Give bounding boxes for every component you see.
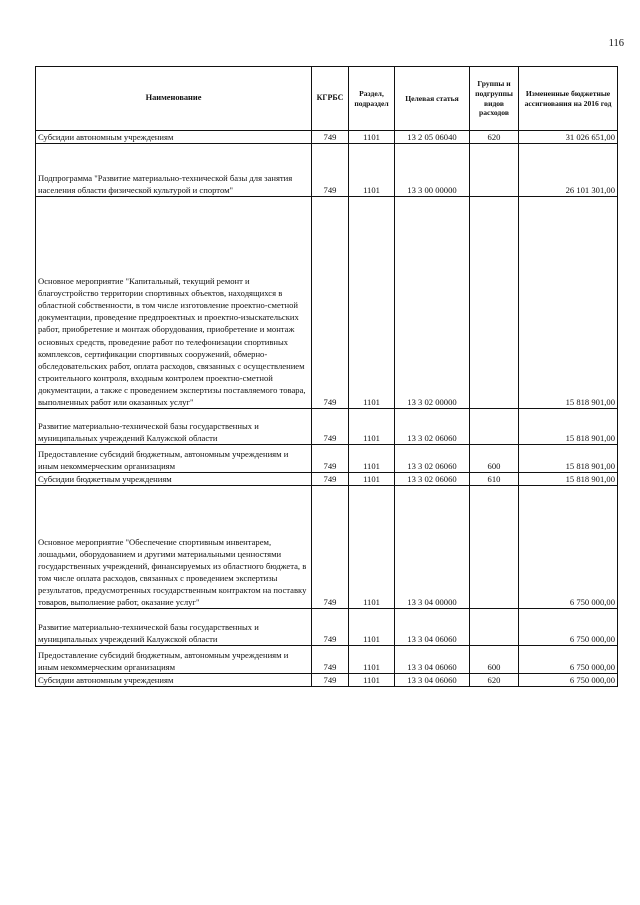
row-target: 13 3 02 00000 <box>395 197 470 409</box>
row-section: 1101 <box>349 409 395 445</box>
row-name: Субсидии автономным учреждениям <box>36 131 312 144</box>
row-group: 620 <box>470 131 519 144</box>
row-amount: 6 750 000,00 <box>519 486 618 609</box>
row-group: 600 <box>470 646 519 674</box>
row-group <box>470 609 519 646</box>
row-kgrbs: 749 <box>312 646 349 674</box>
header-target: Целевая статья <box>395 67 470 131</box>
row-section: 1101 <box>349 131 395 144</box>
row-kgrbs: 749 <box>312 486 349 609</box>
row-name: Развитие материально-технической базы государственных и муниципальных учреждений Калужской области <box>36 409 312 445</box>
header-kgrbs: КГРБС <box>312 67 349 131</box>
row-amount: 15 818 901,00 <box>519 473 618 486</box>
table-row <box>36 131 618 144</box>
row-amount: 26 101 301,00 <box>519 144 618 197</box>
row-target: 13 3 02 06060 <box>395 473 470 486</box>
table-row <box>36 144 618 197</box>
row-name: Основное мероприятие "Обеспечение спортивным инвентарем, лошадьми, оборудованием и другими материальными ценностями государственных учреждений, финансируемых из областного бюджета, в том числе оплата расходов, связанных с проведением экспертизы результатов, предусмотренных государственным контрактом на поставку товаров, выполнение работ, оказание услуг" <box>36 486 312 609</box>
row-group: 610 <box>470 473 519 486</box>
row-target: 13 3 02 06060 <box>395 409 470 445</box>
row-kgrbs: 749 <box>312 609 349 646</box>
row-target: 13 3 04 06060 <box>395 646 470 674</box>
header-groups: Группы и подгруппы видов расходов <box>470 67 519 131</box>
row-group: 620 <box>470 674 519 687</box>
row-target: 13 2 05 06040 <box>395 131 470 144</box>
table-row <box>36 197 618 409</box>
row-section: 1101 <box>349 473 395 486</box>
row-target: 13 3 02 06060 <box>395 445 470 473</box>
row-name: Развитие материально-технической базы государственных и муниципальных учреждений Калужской области <box>36 609 312 646</box>
row-name: Предоставление субсидий бюджетным, автономным учреждениям и иным некоммерческим организациям <box>36 445 312 473</box>
row-kgrbs: 749 <box>312 197 349 409</box>
row-name: Субсидии автономным учреждениям <box>36 674 312 687</box>
row-kgrbs: 749 <box>312 674 349 687</box>
row-target: 13 3 04 00000 <box>395 486 470 609</box>
row-section: 1101 <box>349 646 395 674</box>
row-kgrbs: 749 <box>312 409 349 445</box>
table-row <box>36 646 618 674</box>
table-row <box>36 486 618 609</box>
row-amount: 31 026 651,00 <box>519 131 618 144</box>
row-group <box>470 409 519 445</box>
header-amount: Измененные бюджетные ассигнования на 2016 год <box>519 67 618 131</box>
row-name: Подпрограмма "Развитие материально-технической базы для занятия населения области физической культурой и спортом" <box>36 144 312 197</box>
row-amount: 15 818 901,00 <box>519 445 618 473</box>
table-row <box>36 445 618 473</box>
row-group: 600 <box>470 445 519 473</box>
row-amount: 15 818 901,00 <box>519 409 618 445</box>
row-amount: 6 750 000,00 <box>519 646 618 674</box>
row-target: 13 3 04 06060 <box>395 674 470 687</box>
row-target: 13 3 00 00000 <box>395 144 470 197</box>
table-row <box>36 473 618 486</box>
table-row <box>36 674 618 687</box>
row-kgrbs: 749 <box>312 131 349 144</box>
row-name: Основное мероприятие "Капитальный, текущий ремонт и благоустройство территории спортивных объектов, находящихся в областной собственности, в том числе изготовление проектно-сметной документации, проведение предпроектных и проектно-изыскательских работ, приобретение и монтаж оборудования, приобретение и монтаж основных средств, проведение работ по телефонизации спортивных комплексов, сертификации спортивных сооружений, обмерно-обследовательских работ, оплата расходов, связанных с осуществлением строительного контроля, входным контролем проектно-сметной документации, а также с проведением экспертизы поставляемого товара, выполненных работ или оказанных услуг" <box>36 197 312 409</box>
header-section: Раздел, подраздел <box>349 67 395 131</box>
row-name: Субсидии бюджетным учреждениям <box>36 473 312 486</box>
row-kgrbs: 749 <box>312 144 349 197</box>
row-kgrbs: 749 <box>312 473 349 486</box>
row-section: 1101 <box>349 674 395 687</box>
row-amount: 15 818 901,00 <box>519 197 618 409</box>
header-name: Наименование <box>36 67 312 131</box>
row-kgrbs: 749 <box>312 445 349 473</box>
row-name: Предоставление субсидий бюджетным, автономным учреждениям и иным некоммерческим организациям <box>36 646 312 674</box>
row-target: 13 3 04 06060 <box>395 609 470 646</box>
row-group <box>470 486 519 609</box>
row-section: 1101 <box>349 445 395 473</box>
row-section: 1101 <box>349 144 395 197</box>
row-amount: 6 750 000,00 <box>519 674 618 687</box>
row-section: 1101 <box>349 486 395 609</box>
page-number: 116 <box>608 38 624 49</box>
row-section: 1101 <box>349 609 395 646</box>
row-section: 1101 <box>349 197 395 409</box>
table-header-row <box>36 67 618 131</box>
row-group <box>470 197 519 409</box>
budget-table <box>35 66 618 687</box>
row-group <box>470 144 519 197</box>
row-amount: 6 750 000,00 <box>519 609 618 646</box>
table-row <box>36 609 618 646</box>
table-row <box>36 409 618 445</box>
